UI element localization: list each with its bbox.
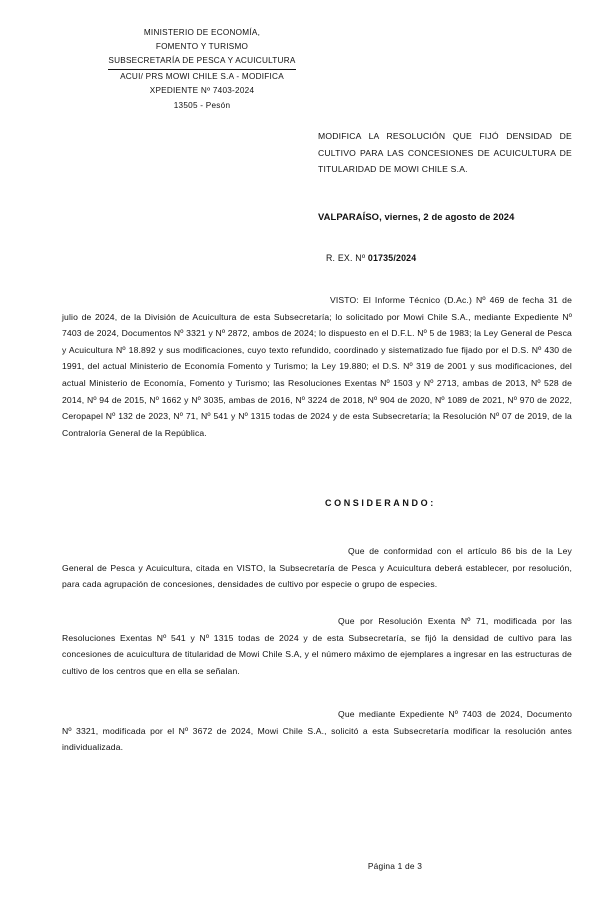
considerando-paragraph-2 [62,613,572,679]
considerando-3-rest: 2024, Documento Nº 3321, modificada por el Nº 3672 de 2024, Mowi Chile S.A., solicitó a esta Subsecretaría modificar la resolución antes individualizada. [62,709,572,753]
letterhead-line-code [62,99,342,113]
letterhead-text-underlined: SUBSECRETARÍA DE PESCA Y ACUICULTURA [108,54,295,70]
considerando-3-lead: Que mediante Expediente Nº 7403 de [338,709,497,719]
resolution-number [326,253,416,263]
considerando-1-rest: de la Ley General de Pesca y Acuicultura, citada en VISTO, la Subsecretaría de Pesca y Acuicultura deberá establecer, por resolución, para cada agrupación de concesiones, densidades de cultivo por especie o grupo de especies. [62,546,572,590]
considerando-2-rest: modificada por las Resoluciones Exentas Nº 541 y Nº 1315 todas de 2024 y de esta Subsecretaría, se fijó la densidad de cultivo para las concesiones de acuicultura de titularidad de Mowi Chile S.A, y el número máximo de ejemplares a ingresar en las estructuras de cultivo de los centros que en ella se señalan. [62,616,572,676]
considerando-paragraph-1 [62,543,572,593]
page-number: Página 1 de 3 [367,861,423,871]
letterhead-line-reference [62,70,342,84]
resolution-number-prefix: R. EX. Nº [326,253,368,263]
letterhead-text: XPEDIENTE Nº 7403-2024 [149,86,255,96]
visto-paragraph [62,292,572,441]
letterhead-line-ministry-1 [62,26,342,40]
place-and-date: VALPARAÍSO, viernes, 2 de agosto de 2024 [318,211,515,222]
resolution-number-value: 01735/2024 [367,253,417,263]
letterhead-line-subsecretaria [62,54,342,70]
letterhead-text: ACUI/ PRS MOWI CHILE S.A - MODIFICA [120,72,284,82]
considerando-2-lead: Que por Resolución Exenta Nº 71, [338,616,489,626]
visto-rest: de fecha 31 de julio de 2024, de la División de Acuicultura de esta Subsecretaría; lo solicitado por Mowi Chile S.A., mediante Expediente Nº 7403 de 2024, Documentos Nº 3321 y Nº 2872, ambos de 2024; lo dispuesto en el D.F.L. Nº 5 de 1983; la Ley General de Pesca y Acuicultura Nº 18.892 y sus modificaciones, cuyo texto refundido, coordinado y sistematizado fue fijado por el D.S. Nº 430 de 1991, del actual Ministerio de Economía Fomento y Turismo; la Ley 19.880; el D.S. Nº 319 de 2001 y sus modificaciones, del actual Ministerio de Economía, Fomento y Turismo; las Resoluciones Exentas Nº 1503 y Nº 2713, ambas de 2013, Nº 528 de 2014, Nº 94 de 2015, Nº 1662 y Nº 3035, ambas de 2016, Nº 3224 de 2018, Nº 904 de 2020, Nº 1089 de 2021, Nº 970 de 2022, Ceropapel Nº 132 de 2023, Nº 71, Nº 541 y Nº 1315 todas de 2024 y de esta Subsecretaría; la Resolución Nº 07 de 2019, de la Contraloría General de la República. [62,295,572,438]
letterhead-text: MINISTERIO DE ECONOMÍA, [143,28,261,37]
considerando-1-lead: Que de conformidad con el artículo 86 bis [348,546,528,556]
considerando-paragraph-3 [62,706,572,756]
document-subject: MODIFICA LA RESOLUCIÓN QUE FIJÓ DENSIDAD DE CULTIVO PARA LAS CONCESIONES DE ACUICULTURA DE TITULARIDAD DE MOWI CHILE S.A. [318,131,572,174]
page-footer [0,861,600,871]
letterhead-text: FOMENTO Y TURISMO [155,42,249,52]
letterhead [62,26,342,113]
considerando-heading: CONSIDERANDO: [325,498,436,508]
visto-lead: VISTO: El Informe Técnico (D.Ac.) Nº 469 [330,295,505,305]
letterhead-line-expediente [62,84,342,98]
letterhead-line-ministry-2 [62,40,342,54]
letterhead-text: 13505 - Pesón [173,100,231,110]
